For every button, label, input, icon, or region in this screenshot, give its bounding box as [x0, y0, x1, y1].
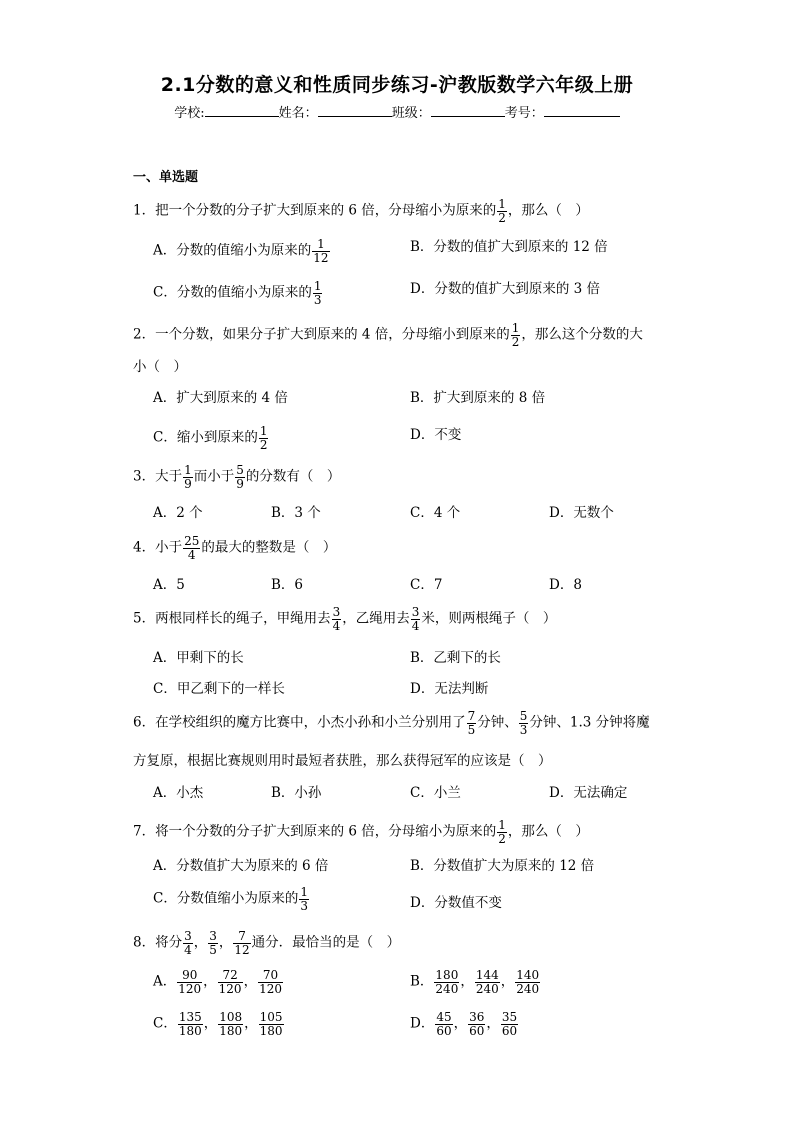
q2-option-b[interactable]: B．扩大到原来的 8 倍 [410, 390, 546, 406]
fraction: $\frac{3}{5}$ [209, 929, 217, 957]
q8-option-b[interactable]: B． $\frac{180}{240}$ ， $\frac{144}{240}$ ， $\frac{140}{240}$ [410, 968, 540, 996]
fraction: $\frac{3}{4}$ [332, 605, 341, 633]
fraction: $\frac{1}{2}$ [498, 197, 506, 225]
page-title: 2.1分数的意义和性质同步练习-沪教版数学六年级上册 [160, 74, 634, 96]
q3-option-d[interactable]: D．无数个 [549, 505, 614, 521]
question-4-stem: 4．小于 $\frac{25}{4}$ 的最大的整数是（ ） [133, 534, 337, 562]
exam-no-blank[interactable] [544, 103, 620, 117]
q7-option-b[interactable]: B．分数值扩大为原来的 12 倍 [410, 858, 595, 874]
fraction: $\frac{1}{9}$ [184, 463, 192, 491]
fraction: $\frac{36}{60}$ [469, 1010, 485, 1038]
exam-no-label: 考号： [504, 106, 544, 121]
q3-option-b[interactable]: B．3 个 [271, 505, 321, 521]
q7-option-d[interactable]: D．分数值不变 [410, 895, 502, 911]
fraction: $\frac{25}{4}$ [184, 534, 200, 562]
fraction: $\frac{7}{12}$ [234, 929, 250, 957]
question-6-stem-cont: 方复原，根据比赛规则用时最短者获胜，那么获得冠军的应该是（ ） [133, 753, 552, 769]
fraction: $\frac{144}{240}$ [475, 968, 499, 996]
fraction: $\frac{135}{180}$ [178, 1010, 202, 1038]
section-title: 一、单选题 [133, 170, 199, 185]
fraction: $\frac{1}{2}$ [259, 424, 268, 452]
q8-option-c[interactable]: C． $\frac{135}{180}$ ， $\frac{108}{180}$ ， $\frac{105}{180}$ [153, 1010, 283, 1038]
q6-option-a[interactable]: A．小杰 [153, 785, 204, 801]
fraction: $\frac{3}{4}$ [184, 929, 192, 957]
q2-option-d[interactable]: D．不变 [410, 427, 462, 443]
student-info-line [0, 102, 794, 121]
q1-option-c[interactable]: C．分数的值缩小为原来的 $\frac{1}{3}$ [153, 279, 322, 307]
question-2-stem: 2．一个分数，如果分子扩大到原来的 4 倍，分母缩小到原来的 $\frac{1}{2}$ ，那么这个分数的大 [133, 321, 643, 349]
q6-option-c[interactable]: C．小兰 [410, 785, 461, 801]
fraction: $\frac{70}{120}$ [259, 968, 282, 996]
fraction: $\frac{1}{12}$ [313, 237, 329, 265]
question-2-stem-cont: 小（ ） [133, 359, 187, 375]
question-5-stem: 5．两根同样长的绳子，甲绳用去 $\frac{3}{4}$ ，乙绳用去 $\frac{3}{4}$ 米，则两根绳子（ ） [133, 605, 557, 633]
q4-option-b[interactable]: B．6 [271, 577, 304, 593]
fraction: $\frac{180}{240}$ [435, 968, 459, 996]
q1-option-a[interactable]: A．分数的值缩小为原来的 $\frac{1}{12}$ [153, 237, 329, 265]
q5-option-a[interactable]: A．甲剩下的长 [153, 650, 244, 666]
question-6-stem: 6．在学校组织的魔方比赛中，小杰小孙和小兰分别用了 $\frac{7}{5}$ 分钟、 $\frac{5}{3}$ 分钟、1.3 分钟将魔 [133, 709, 650, 737]
fraction: $\frac{35}{60}$ [501, 1010, 518, 1038]
q4-option-c[interactable]: C．7 [410, 577, 443, 593]
fraction: $\frac{108}{180}$ [219, 1010, 243, 1038]
question-7-stem: 7．将一个分数的分子扩大到原来的 6 倍，分母缩小为原来的 $\frac{1}{2}$ ，那么（ ） [133, 818, 589, 846]
fraction: $\frac{1}{2}$ [498, 818, 506, 846]
fraction: $\frac{5}{9}$ [236, 463, 244, 491]
fraction: $\frac{5}{3}$ [519, 709, 528, 737]
q6-option-b[interactable]: B．小孙 [271, 785, 322, 801]
question-text: ，那么（ ） [507, 202, 589, 219]
q5-option-c[interactable]: C．甲乙剩下的一样长 [153, 681, 285, 697]
question-1-stem [133, 198, 589, 224]
q3-option-a[interactable]: A．2 个 [153, 505, 203, 521]
q3-option-c[interactable]: C．4 个 [410, 505, 461, 521]
q4-option-d[interactable]: D．8 [549, 577, 582, 593]
q1-option-b[interactable]: B．分数的值扩大到原来的 12 倍 [410, 239, 608, 255]
question-8-stem: 8．将分 $\frac{3}{4}$ ， $\frac{3}{5}$ ， $\frac{7}{12}$ 通分．最恰当的是（ ） [133, 929, 401, 957]
class-blank[interactable] [431, 103, 505, 117]
fraction: $\frac{1}{3}$ [300, 885, 308, 913]
name-label: 姓名： [278, 106, 318, 121]
q8-option-d[interactable]: D． $\frac{45}{60}$ ， $\frac{36}{60}$ ， $\frac{35}{60}$ [410, 1010, 518, 1038]
q2-option-c[interactable]: C．缩小到原来的 $\frac{1}{2}$ [153, 424, 268, 452]
fraction: $\frac{3}{4}$ [411, 605, 420, 633]
fraction: $\frac{1}{2}$ [511, 321, 520, 349]
school-blank[interactable] [205, 103, 279, 117]
fraction: $\frac{72}{120}$ [218, 968, 242, 996]
q7-option-c[interactable]: C．分数值缩小为原来的 $\frac{1}{3}$ [153, 885, 308, 913]
school-label: 学校: [174, 106, 205, 121]
q1-option-d[interactable]: D．分数的值扩大到原来的 3 倍 [410, 281, 600, 297]
q6-option-d[interactable]: D．无法确定 [549, 785, 628, 801]
name-blank[interactable] [318, 103, 392, 117]
q7-option-a[interactable]: A．分数值扩大为原来的 6 倍 [153, 858, 329, 874]
q5-option-b[interactable]: B．乙剩下的长 [410, 650, 501, 666]
q8-option-a[interactable]: A． $\frac{90}{120}$ ， $\frac{72}{120}$ ， $\frac{70}{120}$ [153, 968, 282, 996]
fraction: $\frac{140}{240}$ [516, 968, 540, 996]
question-text: 1．把一个分数的分子扩大到原来的 6 倍，分母缩小为原来的 [133, 202, 497, 219]
fraction: $\frac{90}{120}$ [178, 968, 202, 996]
fraction: $\frac{105}{180}$ [259, 1010, 283, 1038]
fraction: $\frac{7}{5}$ [467, 709, 476, 737]
q4-option-a[interactable]: A．5 [153, 577, 185, 593]
question-3-stem: 3．大于 $\frac{1}{9}$ 而小于 $\frac{5}{9}$ 的分数有（ ） [133, 463, 341, 491]
q5-option-d[interactable]: D．无法判断 [410, 681, 489, 697]
fraction: $\frac{1}{3}$ [313, 279, 322, 307]
q2-option-a[interactable]: A．扩大到原来的 4 倍 [153, 390, 288, 406]
class-label: 班级： [391, 106, 431, 121]
fraction: $\frac{45}{60}$ [436, 1010, 452, 1038]
